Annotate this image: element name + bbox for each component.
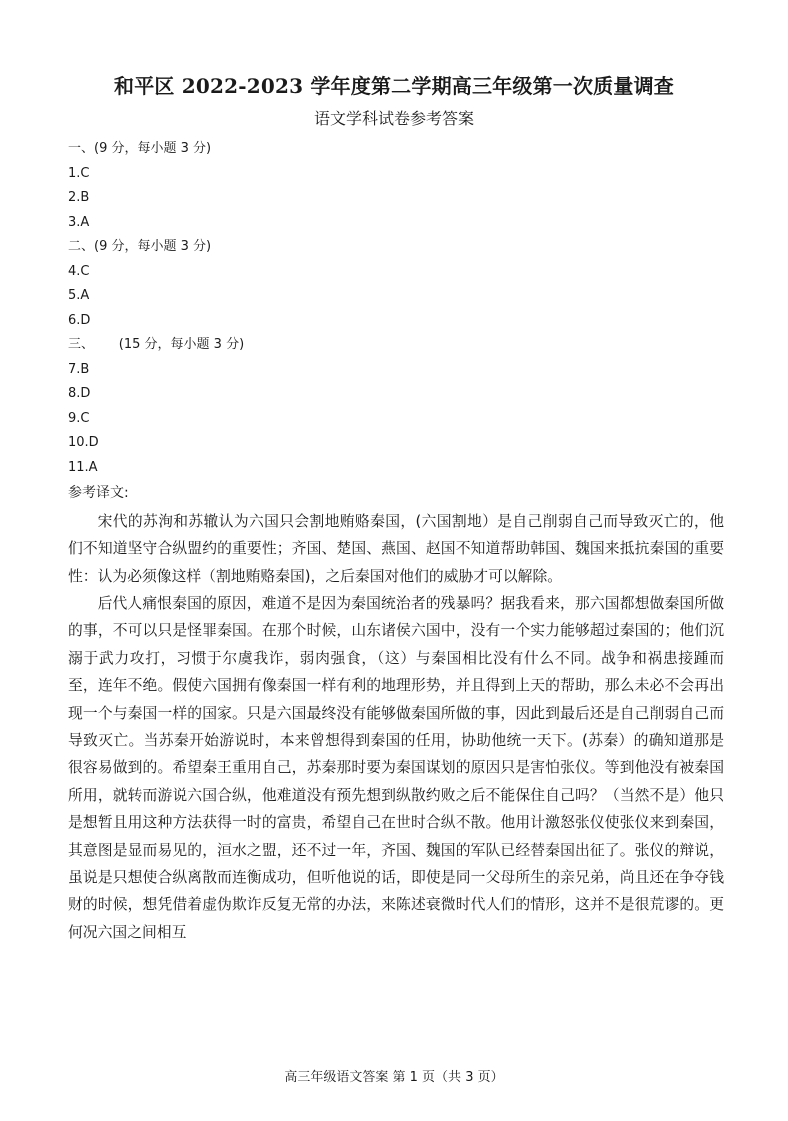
translation-label: 参考译文:: [68, 485, 129, 501]
translation-paragraph: 后代人痛恨秦国的原因，难道不是因为秦国统治者的残暴吗？据我看来，那六国都想做秦国所做的事，不可以只是怪罪秦国。在那个时候，山东诸侯六国中，没有一个实力能够超过秦国的；他们沉溺于武力攻打，习惯于尔虞我诈，弱肉强食，（这）与秦国相比没有什么不同。战争和祸患接踵而至，连年不绝。假使六国拥有像秦国一样有利的地理形势，并且得到上天的帮助，那么未必不会再出现一个与秦国一样的国家。只是六国最终没有能够做秦国所做的事，因此到最后还是自己削弱自己而导致灭亡。当苏秦开始游说时，本来曾想得到秦国的任用，协助他统一天下。(苏秦）的确知道那是很容易做到的。希望秦王重用自己，苏秦那时要为秦国谋划的原因只是害怕张仪。等到他没有被秦国所用，就转而游说六国合纵，他难道没有预先想到纵散约败之后不能保住自己吗？（当然不是）他只是想暂且用这种方法获得一时的富贵，希望自己在世时合纵不散。他用计激怒张仪使张仪来到秦国，其意图是显而易见的，洹水之盟，还不过一年，齐国、魏国的军队已经替秦国出征了。张仪的辩说，虽说是只想使合纵离散而连衡成功，但听他说的话，即使是同一父母所生的亲兄弟，尚且还在争夺钱财的时候，想凭借着虚伪欺诈反复无常的办法，来陈述衰微时代人们的情形，这并不是很荒谬的。更何况六国之间相互: [68, 595, 724, 941]
answer-item: 5.A: [68, 288, 90, 303]
answer-section-heading: 二、(9 分，每小题 3 分): [68, 239, 212, 254]
answer-item: 1.C: [68, 165, 90, 181]
answer-item: 4.C: [68, 263, 90, 279]
page-footer: 高三年级语文答案 第 1 页（共 3 页）: [284, 1070, 504, 1085]
document-subtitle: 语文学科试卷参考答案: [313, 109, 474, 128]
document-title: 和平区 2022-2023 学年度第二学期高三年级第一次质量调查: [114, 74, 674, 98]
answer-item: 10.D: [68, 435, 99, 450]
answer-item: 11.A: [68, 459, 98, 475]
answer-item: 6.D: [68, 312, 91, 328]
answer-section-heading: 一、(9 分，每小题 3 分): [68, 141, 212, 156]
answer-item: 7.B: [68, 361, 90, 377]
answer-section-heading: 三、 (15 分，每小题 3 分): [68, 337, 245, 352]
answer-item: 3.A: [68, 214, 90, 230]
answer-item: 9.C: [68, 410, 90, 426]
answer-item: 2.B: [68, 190, 90, 205]
answer-list: [68, 137, 244, 480]
translation-paragraph: 宋代的苏洵和苏辙认为六国只会割地贿赂秦国，(六国割地）是自己削弱自己而导致灭亡的，他们不知道坚守合纵盟约的重要性；齐国、楚国、燕国、赵国不知道帮助韩国、魏国来抵抗秦国的重要性：认为必须像这样（割地贿赂秦国)，之后秦国对他们的威胁才可以解除。: [68, 513, 724, 585]
answer-item: 8.D: [68, 386, 91, 401]
